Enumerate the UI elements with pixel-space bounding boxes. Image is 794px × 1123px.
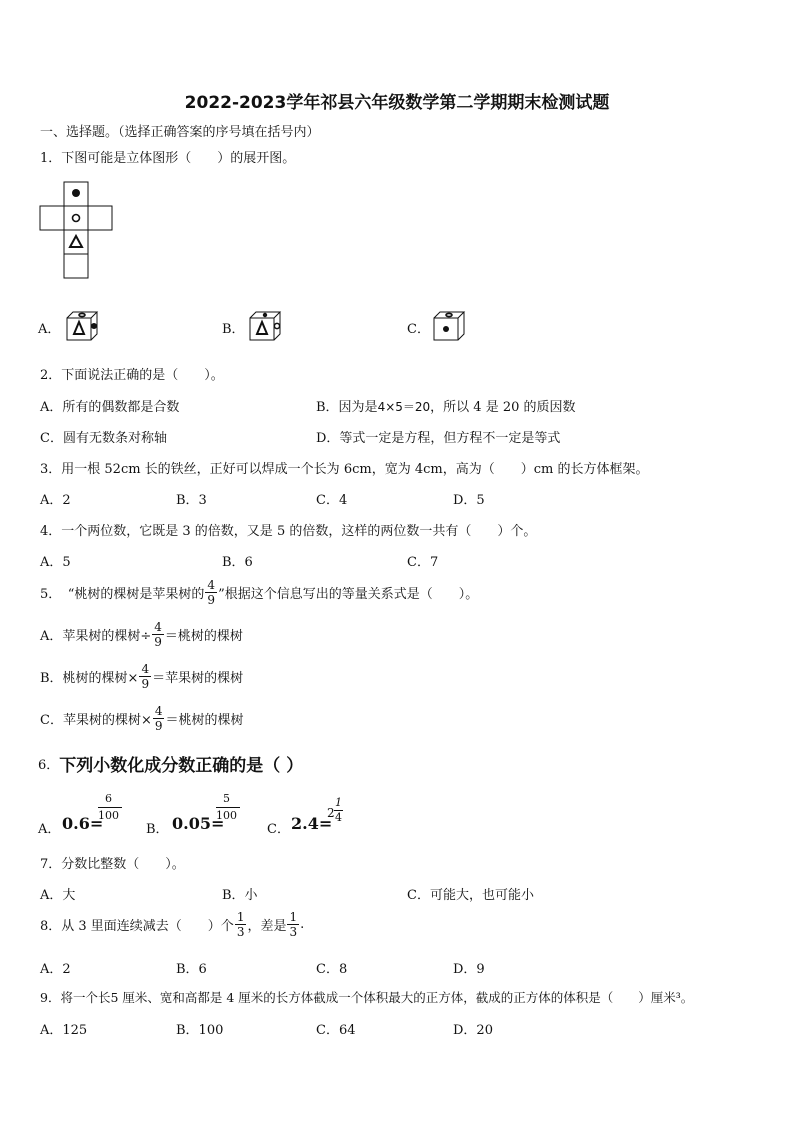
q6-a-num: 6 — [105, 792, 112, 805]
q5-stem-post: ”根据这个信息写出的等量关系式是（ ）。 — [218, 587, 479, 602]
q8-stem-pre: 8．从 3 里面连续减去（ ）个 — [40, 919, 234, 934]
q1-option-c-cube — [432, 310, 470, 342]
section-heading: 一、选择题。（选择正确答案的序号填在括号内） — [40, 125, 320, 140]
q8-option-d: D．9 — [453, 962, 485, 977]
q5-a-frac-num: 4 — [154, 620, 162, 634]
q5-option-b-fraction — [139, 662, 151, 691]
q5-c-frac-num: 4 — [154, 704, 163, 718]
q6-stem-text: 下列小数化成分数正确的是（ ） — [59, 756, 304, 776]
q9-option-c: C．64 — [316, 1023, 356, 1038]
q5-fraction — [205, 578, 217, 607]
triangle-icon — [70, 236, 82, 247]
q5-b-frac-den: 9 — [141, 677, 150, 691]
cube-net-figure — [38, 180, 118, 282]
q4-stem: 4．一个两位数，它既是 3 的倍数，又是 5 的倍数，这样的两位数一共有（ ）个。 — [40, 524, 537, 539]
q8-f2-num: 1 — [289, 910, 298, 924]
q5-a-frac-den: 9 — [154, 635, 162, 649]
q3-option-b: B．3 — [176, 493, 207, 508]
q6-b-num: 5 — [223, 792, 230, 805]
q7-option-b: B．小 — [222, 888, 258, 903]
q5-b-frac-num: 4 — [141, 662, 150, 676]
q9-option-a: A．125 — [40, 1023, 88, 1038]
q1-option-b-label: B． — [222, 322, 245, 337]
q5-option-b — [40, 662, 243, 691]
filled-dot-icon — [72, 189, 80, 197]
q6-option-a-label: A． — [38, 822, 61, 837]
q3-stem: 3．用一根 52cm 长的铁丝，正好可以焊成一个长为 6cm，宽为 4cm，高为（ ）cm 的长方体框架。 — [40, 462, 649, 477]
q2-option-b-pre: B．因为是 — [316, 400, 378, 415]
q7-option-c: C．可能大，也可能小 — [407, 888, 534, 903]
q6-option-a-fraction — [98, 792, 124, 826]
q5-option-c-post: ＝桃树的棵树 — [165, 713, 244, 728]
q6-b-den: 100 — [216, 809, 237, 822]
q2-option-b-math: 4×5＝20 — [377, 400, 431, 414]
q8-f2-den: 3 — [289, 925, 298, 939]
q5-stem-pre: 5． “桃树的棵树是苹果树的 — [40, 587, 205, 602]
q1-stem: 1．下图可能是立体图形（ ）的展开图。 — [40, 151, 296, 166]
q6-option-c-value: 2.4= — [291, 814, 333, 833]
q6-c-den: 4 — [335, 811, 342, 824]
q6-a-den: 100 — [98, 809, 119, 822]
q5-frac-num: 4 — [207, 578, 216, 592]
q5-option-c-fraction — [153, 704, 165, 733]
q9-option-b: B．100 — [176, 1023, 224, 1038]
q6-number: 6． — [38, 758, 60, 773]
q7-option-a: A．大 — [40, 888, 76, 903]
q6-option-c-mixed-number — [327, 796, 345, 832]
q8-fraction-1 — [235, 910, 247, 939]
q2-option-b — [316, 396, 576, 415]
q1-option-a-label: A． — [38, 322, 61, 337]
q8-f1-den: 3 — [236, 925, 245, 939]
q8-stem-post: . — [300, 917, 305, 932]
q1-option-a-cube — [65, 310, 103, 342]
q9-stem: 9．将一个长5 厘米、宽和高都是 4 厘米的长方体截成一个体积最大的正方体，截成的正方体的体积是（ ）厘米³。 — [40, 990, 694, 1005]
q6-option-a-value: 0.6= — [62, 814, 104, 833]
q4-option-c: C．7 — [407, 555, 439, 570]
q5-option-a — [40, 620, 243, 649]
q8-option-c: C．8 — [316, 962, 348, 977]
q9-option-d: D．20 — [453, 1023, 493, 1038]
q8-stem — [40, 910, 304, 939]
q4-option-b: B．6 — [222, 555, 253, 570]
q5-option-c — [40, 704, 244, 733]
q6-option-b-value: 0.05= — [172, 814, 225, 833]
q8-fraction-2 — [287, 910, 299, 939]
page-title: 2022-2023学年祁县六年级数学第二学期期末检测试题 — [184, 93, 610, 113]
q6-option-c-label: C． — [267, 822, 290, 837]
q5-option-a-post: ＝桃树的棵树 — [164, 629, 243, 644]
q3-option-d: D．5 — [453, 493, 485, 508]
q6-c-whole: 2 — [327, 806, 335, 820]
q5-c-frac-den: 9 — [154, 719, 163, 733]
q3-option-a: A．2 — [40, 493, 71, 508]
q5-option-c-pre: C．苹果树的棵树× — [40, 713, 152, 728]
q2-option-a: A．所有的偶数都是合数 — [40, 400, 180, 415]
q5-option-b-post: ＝苹果树的棵树 — [152, 671, 244, 686]
q8-f1-num: 1 — [236, 910, 245, 924]
q5-option-a-pre: A．苹果树的棵树÷ — [40, 629, 152, 644]
q2-option-d: D．等式一定是方程，但方程不一定是等式 — [316, 431, 561, 446]
q6-option-b-fraction — [216, 792, 242, 826]
q1-option-c-label: C． — [407, 322, 430, 337]
q5-option-b-pre: B．桃树的棵树× — [40, 671, 139, 686]
q8-option-b: B．6 — [176, 962, 207, 977]
ring-icon — [73, 215, 80, 222]
q1-option-b-cube — [248, 310, 286, 342]
q2-option-b-post: ，所以 4 是 20 的质因数 — [430, 400, 576, 415]
q5-frac-den: 9 — [207, 593, 216, 607]
q4-option-a: A．5 — [40, 555, 71, 570]
q2-option-c: C．圆有无数条对称轴 — [40, 431, 167, 446]
q7-stem: 7．分数比整数（ ）。 — [40, 857, 185, 872]
q6-c-num: 1 — [335, 796, 342, 809]
q2-stem: 2．下面说法正确的是（ ）。 — [40, 368, 224, 383]
q5-stem — [40, 578, 478, 607]
q8-stem-mid: ，差是 — [247, 919, 287, 934]
q6-stem — [38, 751, 303, 776]
q6-option-b-label: B． — [146, 822, 169, 837]
q8-option-a: A．2 — [40, 962, 71, 977]
q3-option-c: C．4 — [316, 493, 348, 508]
q5-option-a-fraction — [152, 620, 164, 649]
